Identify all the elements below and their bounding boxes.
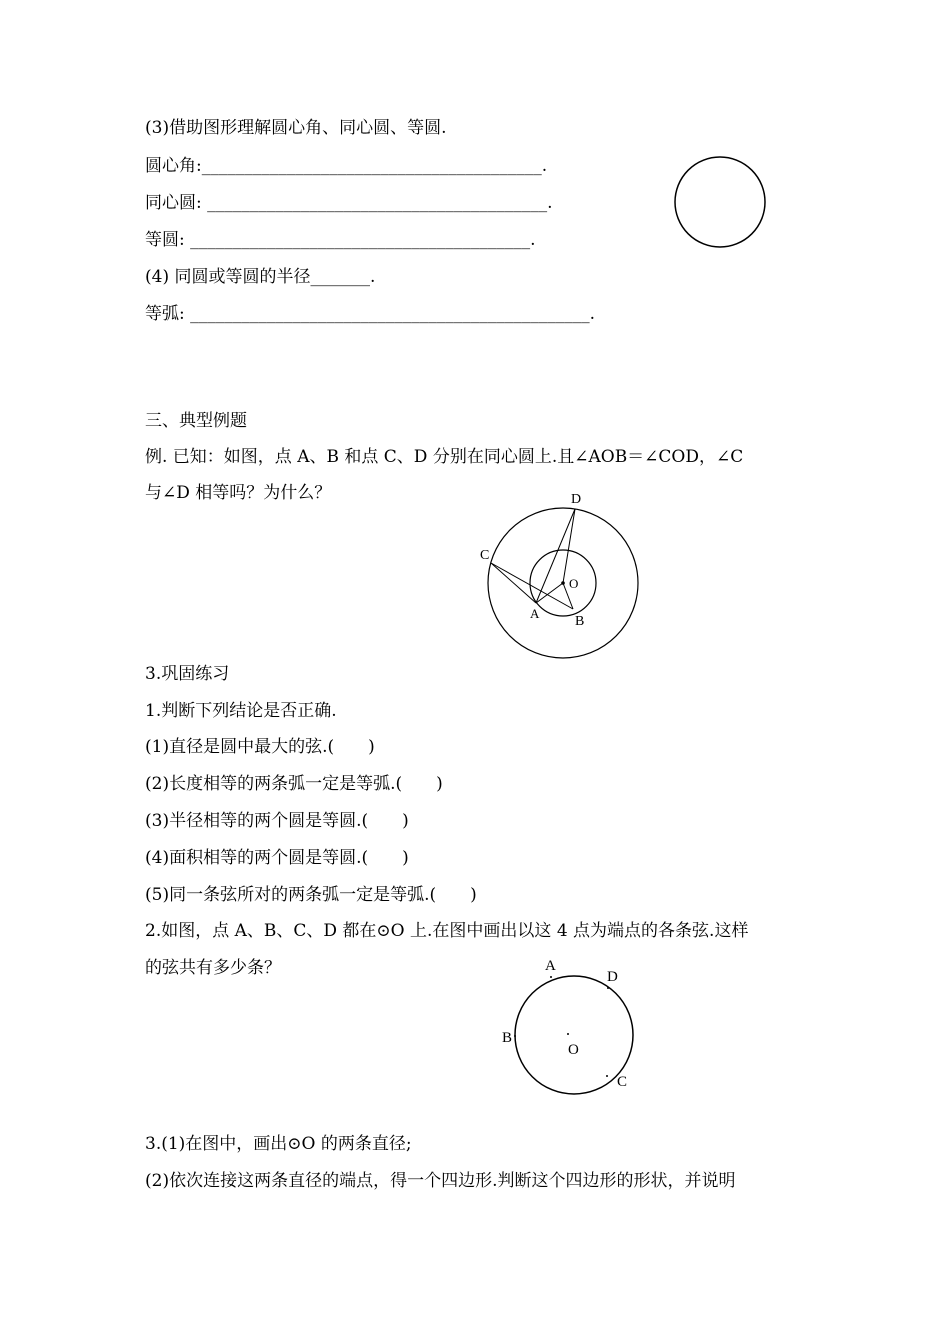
question-item: (2)长度相等的两条弧一定是等弧.( ) [145,774,443,794]
label-a: A [545,958,556,974]
section-title: 3.巩固练习 [145,664,230,684]
label-o: O [569,576,579,591]
example-text: 与∠D 相等吗？为什么？ [145,483,332,503]
circle-points-figure [490,950,650,1100]
label-d: D [607,969,618,985]
text-line: (3)借助图形理解圆心角、同心圆、等圆. [145,118,447,138]
label-b: B [575,614,585,629]
fill-blank-line: 同心圆: ________________________________________. [145,193,553,213]
fill-blank-line: (4) 同圆或等圆的半径_______. [145,267,376,287]
plain-circle-figure [670,152,770,252]
label-d: D [571,492,582,507]
question: 1.判断下列结论是否正确. [145,701,337,721]
label-c: C [480,548,490,563]
example-text: 例. 已知：如图，点 A、B 和点 C、D 分别在同心圆上.且∠AOB＝∠COD，∠C [145,447,744,467]
label-b: B [502,1030,513,1046]
question: 的弦共有多少条？ [145,958,281,978]
question-item: (3)半径相等的两个圆是等圆.( ) [145,811,409,831]
label-o: O [568,1042,579,1058]
section-title: 三、典型例题 [145,411,247,431]
concentric-circles-figure [470,485,660,665]
question: 3.(1)在图中，画出⊙O 的两条直径; [145,1134,412,1154]
label-a: A [530,606,540,621]
question: 2.如图，点 A、B、C、D 都在⊙O 上.在图中画出以这 4 点为端点的各条弦.这样 [145,921,749,941]
fill-blank-line: 等圆: ________________________________________. [145,230,536,250]
question-item: (1)直径是圆中最大的弦.( ) [145,737,375,757]
fill-blank-line: 等弧: _______________________________________________. [145,304,596,324]
label-c: C [617,1074,628,1090]
question: (2)依次连接这两条直径的端点，得一个四边形.判断这个四边形的形状，并说明 [145,1171,736,1191]
question-item: (5)同一条弦所对的两条弧一定是等弧.( ) [145,885,477,905]
question-item: (4)面积相等的两个圆是等圆.( ) [145,848,409,868]
fill-blank-line: 圆心角:________________________________________. [145,156,548,176]
